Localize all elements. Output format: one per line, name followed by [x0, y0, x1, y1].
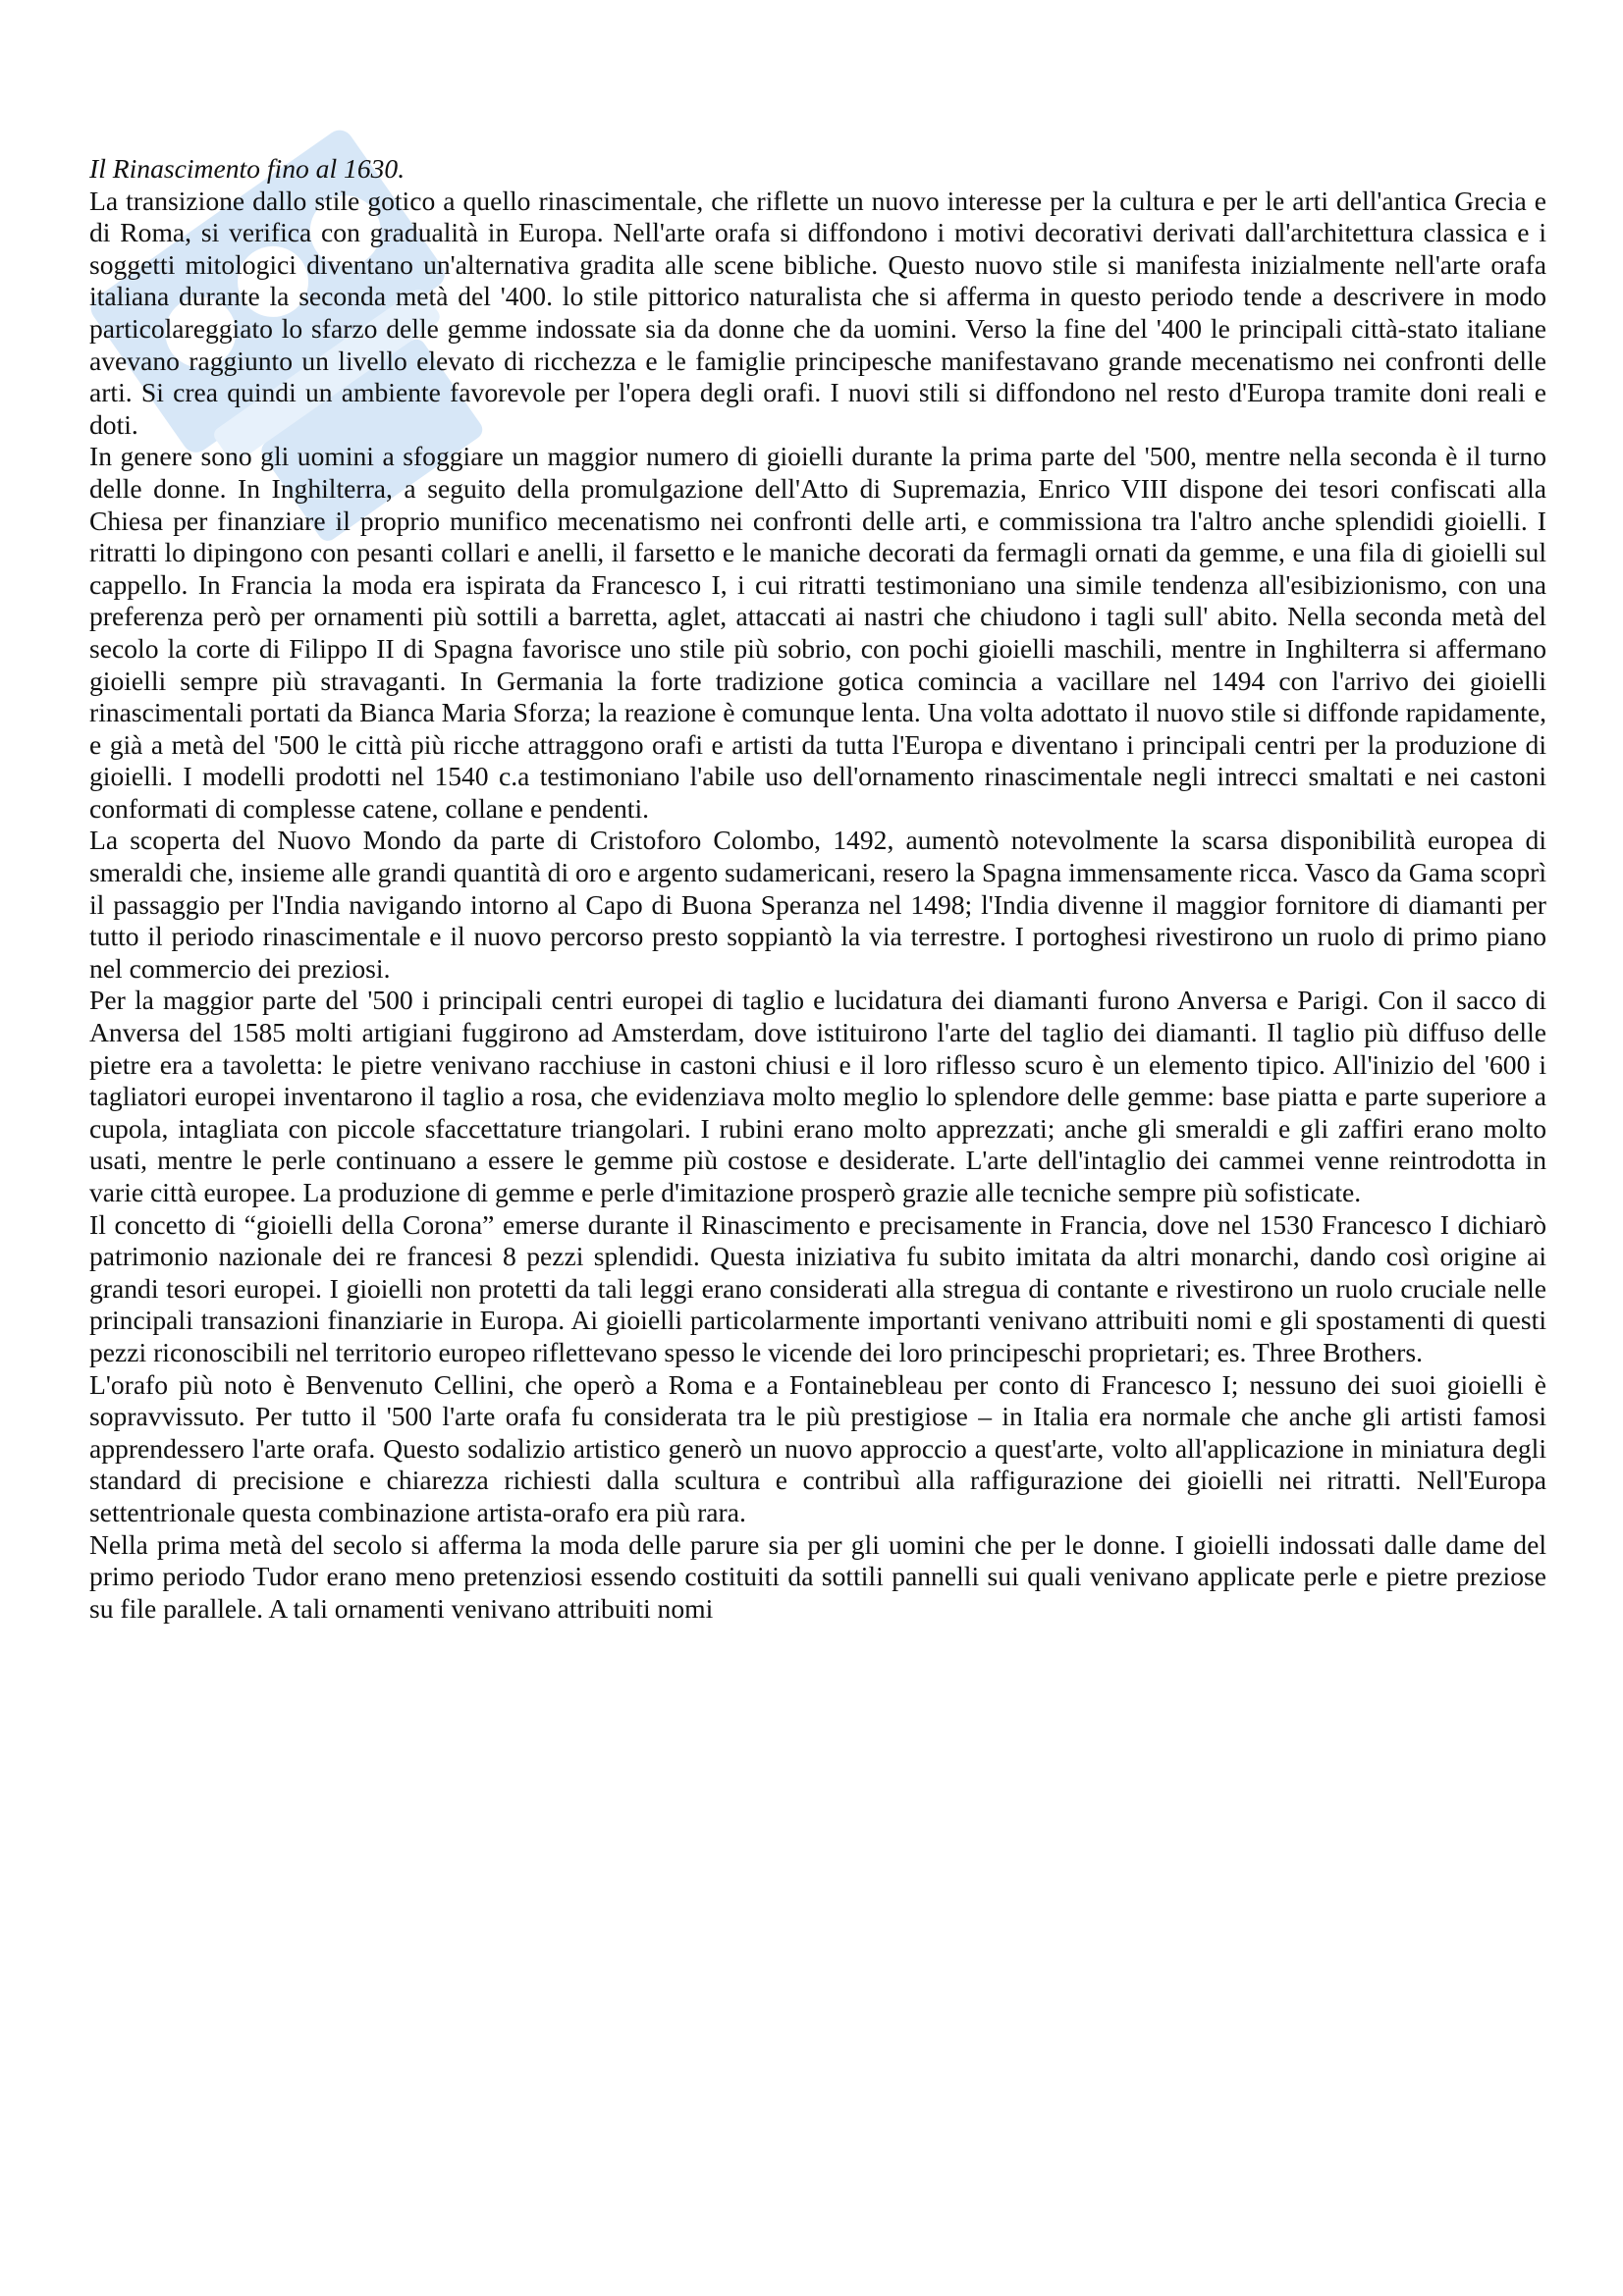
- paragraph: L'orafo più noto è Benvenuto Cellini, che operò a Roma e a Fontainebleau per conto di Francesco I; nessuno dei suoi gioielli è sopravvissuto. Per tutto il '500 l'arte orafa fu considerata tra le più prestigiose – in Italia era normale che anche gli artisti famosi apprendessero l'arte orafa. Questo sodalizio artistico generò un nuovo approccio a quest'arte, volto all'applicazione in miniatura degli standard di precisione e chiarezza richiesti dalla scultura e contribuì alla raffigurazione dei gioielli nei ritratti. Nell'Europa settentrionale questa combinazione artista-orafo era più rara.: [89, 1368, 1546, 1527]
- paragraph: Nella prima metà del secolo si afferma la moda delle parure sia per gli uomini che per le donne. I gioielli indossati dalle dame del primo periodo Tudor erano meno pretenziosi essendo costituiti da sottili pannelli sui quali venivano applicate perle e pietre preziose su file parallele. A tali ornamenti venivano attribuiti nomi: [89, 1528, 1546, 1624]
- paragraph: Per la maggior parte del '500 i principali centri europei di taglio e lucidatura dei diamanti furono Anversa e Parigi. Con il sacco di Anversa del 1585 molti artigiani fuggirono ad Amsterdam, dove istituirono l'arte del taglio dei diamanti. Il taglio più diffuso delle pietre era a tavoletta: le pietre venivano racchiuse in castoni chiusi e il loro riflesso scuro è un elemento tipico. All'inizio del '600 i tagliatori europei inventarono il taglio a rosa, che evidenziava molto meglio lo splendore delle gemme: base piatta e parte superiore a cupola, intagliata con piccole sfaccettature triangolari. I rubini erano molto apprezzati; anche gli smeraldi e gli zaffiri erano molto usati, mentre le perle continuano a essere le gemme più costose e desiderate. L'arte dell'intaglio dei cammei venne reintrodotta in varie città europee. La produzione di gemme e perle d'imitazione prosperò grazie alle tecniche sempre più sofisticate.: [89, 985, 1546, 1207]
- paragraph: Il concetto di “gioielli della Corona” emerse durante il Rinascimento e precisamente in Francia, dove nel 1530 Francesco I dichiarò patrimonio nazionale dei re francesi 8 pezzi splendidi. Questa iniziativa fu subito imitata da altri monarchi, dando così origine ai grandi tesori europei. I gioielli non protetti da tali leggi erano considerati alla stregua di contante e rivestirono un ruolo cruciale nelle principali transazioni finanziarie in Europa. Ai gioielli particolarmente importanti venivano attribuiti nomi e gli spostamenti di questi pezzi riconoscibili nel territorio europeo riflettevano spesso le vicende dei loro principeschi proprietari; es. Three Brothers.: [89, 1208, 1546, 1367]
- paragraph: La scoperta del Nuovo Mondo da parte di Cristoforo Colombo, 1492, aumentò notevolmente la scarsa disponibilità europea di smeraldi che, insieme alle grandi quantità di oro e argento sudamericani, resero la Spagna immensamente ricca. Vasco da Gama scoprì il passaggio per l'India navigando intorno al Capo di Buona Speranza nel 1498; l'India divenne il maggior fornitore di diamanti per tutto il periodo rinascimentale e il nuovo percorso presto soppiantò la via terrestre. I portoghesi rivestirono un ruolo di primo piano nel commercio dei preziosi.: [89, 825, 1546, 984]
- paragraph: La transizione dallo stile gotico a quello rinascimentale, che riflette un nuovo interesse per la cultura e per le arti dell'antica Grecia e di Roma, si verifica con gradualità in Europa. Nell'arte orafa si diffondono i motivi decorativi derivati dall'architettura classica e i soggetti mitologici diventano un'alternativa gradita alle scene bibliche. Questo nuovo stile si manifesta inizialmente nell'arte orafa italiana durante la seconda metà del '400. lo stile pittorico naturalista che si afferma in questo periodo tende a descrivere in modo particolareggiato lo sfarzo delle gemme indossate sia da donne che da uomini. Verso la fine del '400 le principali città-stato italiane avevano raggiunto un livello elevato di ricchezza e le famiglie principesche manifestavano grande mecenatismo nei confronti delle arti. Si crea quindi un ambiente favorevole per l'opera degli orafi. I nuovi stili si diffondono nel resto d'Europa tramite doni reali e doti.: [89, 185, 1546, 440]
- document-title: Il Rinascimento fino al 1630.: [89, 153, 406, 184]
- document-page: [89, 153, 1546, 1625]
- paragraph: In genere sono gli uomini a sfoggiare un maggior numero di gioielli durante la prima parte del '500, mentre nella seconda è il turno delle donne. In Inghilterra, a seguito della promulgazione dell'Atto di Supremazia, Enrico VIII dispone dei tesori confiscati alla Chiesa per finanziare il proprio munifico mecenatismo nei confronti delle arti, e commissiona tra l'altro anche splendidi gioielli. I ritratti lo dipingono con pesanti collari e anelli, il farsetto e le maniche decorati da fermagli ornati da gemme, e una fila di gioielli sul cappello. In Francia la moda era ispirata da Francesco I, i cui ritratti testimoniano una simile tendenza all'esibizionismo, con una preferenza però per ornamenti più sottili a barretta, aglet, attaccati ai nastri che chiudono i tagli sull' abito. Nella seconda metà del secolo la corte di Filippo II di Spagna favorisce uno stile più sobrio, con pochi gioielli maschili, mentre in Inghilterra si affermano gioielli sempre più stravaganti. In Germania la forte tradizione gotica comincia a vacillare nel 1494 con l'arrivo dei gioielli rinascimentali portati da Bianca Maria Sforza; la reazione è comunque lenta. Una volta adottato il nuovo stile si diffonde rapidamente, e già a metà del '500 le città più ricche attraggono orafi e artisti da tutta l'Europa e diventano i principali centri per la produzione di gioielli. I modelli prodotti nel 1540 c.a testimoniano l'abile uso dell'ornamento rinascimentale negli intrecci smaltati e nei castoni conformati di complesse catene, collane e pendenti.: [89, 441, 1546, 824]
